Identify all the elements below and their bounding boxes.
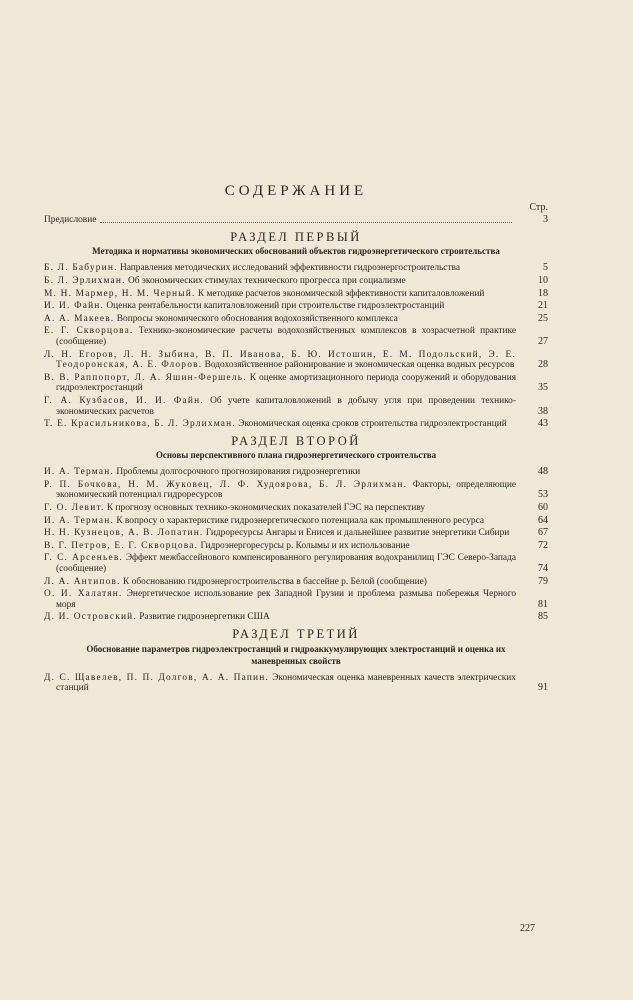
entry-title: К оценке амортизационного периода сооружений и оборудования гидроэлектростанций (56, 372, 517, 394)
entry-author: И. И. Файн. (44, 301, 105, 312)
entry-author: Г. А. Кузбасов, И. И. Файн. (44, 395, 204, 406)
entry-title: К обоснованию гидроэнергостроительства в бассейне р. Белой (сообщение) (123, 576, 427, 587)
entry-title: К прогнозу основных технико-экономических показателей ГЭС на перспективу (106, 503, 426, 514)
entry-author: Л. Н. Егоров, Л. Н. Зыбина, В. П. Иванова, Б. Ю. Истошин, Е. М. Подольский, Э. Е. Теодоронская, А. Е. Флоров. (44, 349, 516, 371)
entry-title: К вопросу о характеристике гидроэнергетического потенциала как промышленного ресурса (116, 515, 485, 526)
entry-page-number: 81 (538, 598, 548, 610)
entry-title: Водохозяйственное районирование и экономическая оценка водных ресурсов (204, 360, 515, 371)
toc-entry (44, 503, 548, 514)
toc-entry-text (44, 276, 516, 287)
entry-author: И. А. Терман. (44, 515, 114, 526)
section-subtitle: Методика и нормативы экономических обоснований объектов гидроэнергетического строительства (92, 246, 500, 257)
toc-entry (44, 553, 548, 574)
entry-title: Развитие гидроэнергетики США (139, 612, 270, 623)
section-subtitle: Обоснование параметров гидроэлектростанций и гидроаккумулирующих электростанций и оценка их маневренных свойств (86, 643, 506, 666)
entry-title: Экономическая оценка сроков строительства гидроэлектростанций (238, 419, 507, 430)
entry-author: В. Г. Петров, Е. Г. Скворцова. (44, 540, 199, 551)
entry-page-number: 25 (538, 312, 548, 324)
toc-entry-text (44, 301, 516, 312)
toc-entry-text (44, 673, 516, 694)
entry-title: Гидроэнергоресурсы р. Колымы и их использование (200, 540, 410, 551)
entry-page-number: 74 (538, 563, 548, 575)
toc-entry (44, 314, 548, 325)
entry-author: Р. П. Бочкова, Н. М. Жуковец, Л. Ф. Худоярова, Б. Л. Эрлихман. (44, 479, 408, 490)
entry-page-number: 18 (538, 287, 548, 299)
toc-page (44, 183, 548, 696)
page-title: СОДЕРЖАНИЕ (224, 183, 368, 199)
toc-entry-text (44, 541, 516, 552)
entry-page-number: 10 (538, 274, 548, 286)
toc-entry-text (44, 528, 516, 539)
toc-entry (44, 419, 548, 430)
entry-page-number: 5 (543, 262, 548, 274)
entry-author: Н. Н. Кузнецов, А. В. Лопатин. (44, 528, 204, 539)
preface-label: Предисловие (44, 215, 97, 226)
toc-entry-text (44, 516, 516, 527)
entry-page-number: 43 (538, 418, 548, 430)
toc-entry (44, 541, 548, 552)
entry-page-number: 72 (538, 539, 548, 551)
entry-page-number: 35 (538, 382, 548, 394)
entry-page-number: 28 (538, 359, 548, 371)
entry-author: А. А. Макеев. (44, 313, 115, 324)
entry-title: Вопросы экономического обоснования водохозяйственного комплекса (116, 313, 398, 324)
entry-page-number: 64 (538, 514, 548, 526)
folio-page-number: 227 (520, 923, 535, 934)
toc-entry (44, 276, 548, 287)
toc-entry (44, 516, 548, 527)
section-heading: РАЗДЕЛ ТРЕТИЙ (232, 627, 360, 641)
section-heading: РАЗДЕЛ ПЕРВЫЙ (230, 229, 362, 244)
toc-entry (44, 289, 548, 300)
entry-page-number: 53 (538, 489, 548, 501)
entry-author: Л. А. Антипов. (44, 576, 121, 587)
toc-entry (44, 612, 548, 623)
toc-entry-text (44, 263, 516, 274)
preface-row (44, 215, 548, 226)
toc-entry (44, 528, 548, 539)
entry-page-number: 48 (538, 466, 548, 478)
toc-entry-text (44, 350, 516, 371)
entry-title: Проблемы долгосрочного прогнозирования гидроэнергетики (116, 467, 361, 478)
toc-entry (44, 350, 548, 371)
entry-title: Экономическая оценка маневренных качеств электрических станций (56, 672, 516, 694)
entry-title: Технико-экономические расчеты водохозяйственных комплексов в хозрасчетной практике (сообщение) (56, 326, 516, 347)
entry-title: Эффект межбассейнового компенсированного регулирования водохранилищ ГЭС Северо-Запада (сообщение) (56, 553, 517, 575)
toc-entry-text (44, 314, 516, 325)
toc-entry-text (44, 467, 516, 478)
entry-title: Об экономических стимулах технического прогресса при социализме (128, 275, 406, 286)
toc-entry-text (44, 553, 516, 574)
toc-sections (44, 229, 548, 694)
entry-author: М. Н. Мармер, Н. М. Черный. (44, 288, 196, 299)
toc-entry-text (44, 577, 516, 588)
entry-title: Оценка рентабельности капиталовложений при строительстве гидроэлектростанций (106, 301, 445, 312)
leader-dots (100, 222, 512, 223)
toc-entry (44, 301, 548, 312)
preface-page: 3 (543, 214, 548, 226)
toc-entry (44, 263, 548, 274)
entry-page-number: 27 (538, 335, 548, 347)
toc-entry-text (44, 289, 516, 300)
toc-entry (44, 589, 548, 610)
toc-entry (44, 480, 548, 501)
entry-author: В. В. Раппопорт, Л. А. Яшин-Фершель. (44, 372, 247, 383)
entry-author: Т. Е. Красильникова, Б. Л. Эрлихман. (44, 419, 236, 430)
section-heading: РАЗДЕЛ ВТОРОЙ (231, 433, 361, 448)
entry-page-number: 60 (538, 502, 548, 514)
page-column-label: Стр. (529, 201, 548, 213)
entry-page-number: 91 (538, 682, 548, 694)
entry-page-number: 38 (538, 405, 548, 417)
entry-author: Е. Г. Скворцова. (44, 326, 134, 337)
entry-title: Гидроресурсы Ангары и Енисея и дальнейшее развитие энергетики Сибири (205, 528, 510, 539)
toc-entry-text (44, 396, 516, 417)
entry-author: О. И. Халатян. (44, 589, 123, 600)
toc-entry-text (44, 480, 516, 501)
toc-entry (44, 326, 548, 347)
entry-page-number: 21 (538, 300, 548, 312)
toc-entry (44, 467, 548, 478)
entry-title: Факторы, определяющие экономический потенциал гидроресурсов (56, 479, 517, 501)
entry-author: Б. Л. Бабурин. (44, 263, 118, 274)
entry-title: Направления методических исследований эффективности гидроэнергостроительства (119, 263, 461, 274)
toc-entry-text (44, 503, 516, 514)
entry-author: Д. И. Островский. (44, 612, 137, 623)
toc-entry-text (44, 373, 516, 394)
entry-title: Энергетическое использование рек Западной Грузии и проблема размыва побережья Черного моря (56, 589, 517, 610)
toc-entry (44, 577, 548, 588)
entry-author: И. А. Терман. (44, 467, 114, 478)
toc-entry-text (44, 419, 516, 430)
entry-page-number: 79 (538, 575, 548, 587)
entry-title: К методике расчетов экономической эффективности капиталовложений (197, 288, 485, 299)
toc-entry-text (44, 326, 516, 347)
toc-entry (44, 373, 548, 394)
entry-author: Г. О. Левит. (44, 503, 105, 514)
toc-entry-text (44, 612, 516, 623)
toc-entry (44, 673, 548, 694)
toc-entry-text (44, 589, 516, 610)
entry-author: Г. С. Арсеньев. (44, 553, 124, 564)
toc-entry (44, 396, 548, 417)
entry-page-number: 67 (538, 527, 548, 539)
entry-author: Б. Л. Эрлихман. (44, 275, 126, 286)
entry-author: Д. С. Щавелев, П. П. Долгов, А. А. Папин. (44, 672, 270, 683)
entry-title: Об учете капиталовложений в добычу угля при проведении технико-экономических расчетов (56, 395, 516, 417)
entry-page-number: 85 (538, 611, 548, 623)
section-subtitle: Основы перспективного плана гидроэнергетического строительства (155, 450, 437, 461)
